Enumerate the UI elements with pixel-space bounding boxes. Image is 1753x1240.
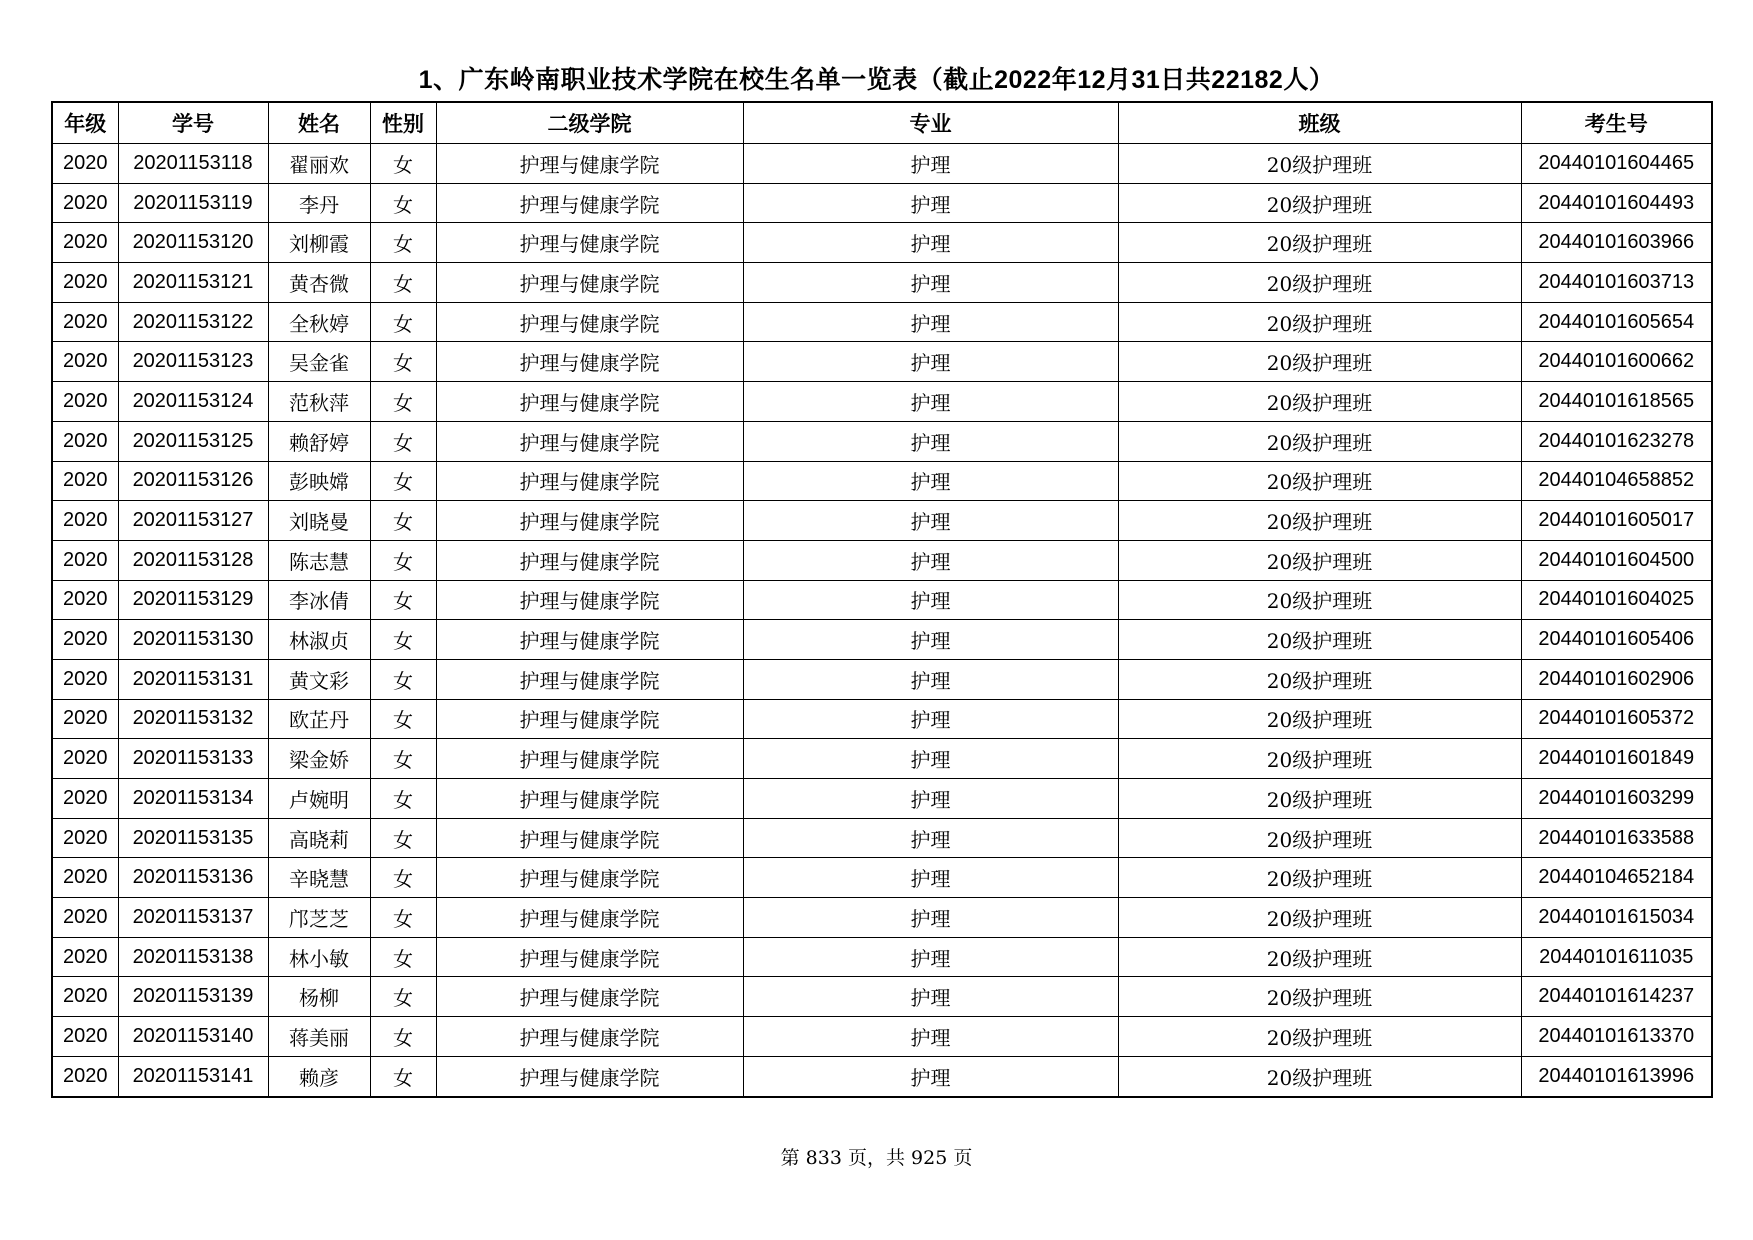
name-cell: 赖彦 [268,1056,370,1096]
major-cell: 护理 [743,779,1118,819]
grade-cell: 2020 [52,382,118,422]
exam-number-cell: 20440101604493 [1521,183,1712,223]
class-cell: 20级护理班 [1118,779,1521,819]
table-row [52,421,1712,461]
exam-number-cell: 20440101614237 [1521,977,1712,1017]
exam-number-cell: 20440101618565 [1521,382,1712,422]
college-cell: 护理与健康学院 [436,302,743,342]
college-cell: 护理与健康学院 [436,779,743,819]
table-row [52,580,1712,620]
name-cell: 李丹 [268,183,370,223]
major-cell: 护理 [743,223,1118,263]
college-cell: 护理与健康学院 [436,818,743,858]
major-cell: 护理 [743,659,1118,699]
exam-number-cell: 20440101604025 [1521,580,1712,620]
page-title: 1、广东岭南职业技术学院在校生名单一览表（截止2022年12月31日共22182人） [418,66,1335,94]
gender-cell: 女 [370,699,436,739]
name-cell: 陈志慧 [268,540,370,580]
major-cell: 护理 [743,144,1118,184]
table-row [52,818,1712,858]
student-id-cell: 20201153135 [118,818,268,858]
major-cell: 护理 [743,263,1118,303]
class-cell: 20级护理班 [1118,1017,1521,1057]
table-row [52,898,1712,938]
name-cell: 邝芝芝 [268,898,370,938]
header-class: 班级 [1118,102,1521,144]
name-cell: 刘晓曼 [268,501,370,541]
college-cell: 护理与健康学院 [436,183,743,223]
student-id-cell: 20201153121 [118,263,268,303]
college-cell: 护理与健康学院 [436,540,743,580]
student-id-cell: 20201153127 [118,501,268,541]
student-id-cell: 20201153133 [118,739,268,779]
name-cell: 赖舒婷 [268,421,370,461]
major-cell: 护理 [743,183,1118,223]
college-cell: 护理与健康学院 [436,977,743,1017]
gender-cell: 女 [370,977,436,1017]
gender-cell: 女 [370,739,436,779]
table-row [52,620,1712,660]
table-row [52,223,1712,263]
header-student-id: 学号 [118,102,268,144]
class-cell: 20级护理班 [1118,858,1521,898]
major-cell: 护理 [743,858,1118,898]
class-cell: 20级护理班 [1118,501,1521,541]
class-cell: 20级护理班 [1118,739,1521,779]
name-cell: 刘柳霞 [268,223,370,263]
exam-number-cell: 20440101613996 [1521,1056,1712,1096]
student-id-cell: 20201153118 [118,144,268,184]
name-cell: 辛晓慧 [268,858,370,898]
college-cell: 护理与健康学院 [436,421,743,461]
class-cell: 20级护理班 [1118,342,1521,382]
grade-cell: 2020 [52,501,118,541]
class-cell: 20级护理班 [1118,620,1521,660]
header-name: 姓名 [268,102,370,144]
major-cell: 护理 [743,1017,1118,1057]
exam-number-cell: 20440101601849 [1521,739,1712,779]
student-id-cell: 20201153119 [118,183,268,223]
student-id-cell: 20201153130 [118,620,268,660]
major-cell: 护理 [743,302,1118,342]
table-row [52,461,1712,501]
grade-cell: 2020 [52,183,118,223]
table-row [52,659,1712,699]
grade-cell: 2020 [52,620,118,660]
exam-number-cell: 20440101615034 [1521,898,1712,938]
exam-number-cell: 20440101604500 [1521,540,1712,580]
grade-cell: 2020 [52,1056,118,1096]
gender-cell: 女 [370,779,436,819]
class-cell: 20级护理班 [1118,699,1521,739]
major-cell: 护理 [743,898,1118,938]
grade-cell: 2020 [52,421,118,461]
student-id-cell: 20201153140 [118,1017,268,1057]
table-row [52,540,1712,580]
gender-cell: 女 [370,1017,436,1057]
grade-cell: 2020 [52,580,118,620]
student-id-cell: 20201153126 [118,461,268,501]
gender-cell: 女 [370,183,436,223]
gender-cell: 女 [370,898,436,938]
header-college: 二级学院 [436,102,743,144]
exam-number-cell: 20440101605372 [1521,699,1712,739]
college-cell: 护理与健康学院 [436,461,743,501]
exam-number-cell: 20440104658852 [1521,461,1712,501]
gender-cell: 女 [370,382,436,422]
major-cell: 护理 [743,580,1118,620]
table-row [52,977,1712,1017]
college-cell: 护理与健康学院 [436,382,743,422]
grade-cell: 2020 [52,1017,118,1057]
college-cell: 护理与健康学院 [436,1056,743,1096]
class-cell: 20级护理班 [1118,937,1521,977]
table-row [52,302,1712,342]
gender-cell: 女 [370,1056,436,1096]
name-cell: 高晓莉 [268,818,370,858]
gender-cell: 女 [370,263,436,303]
major-cell: 护理 [743,977,1118,1017]
student-id-cell: 20201153139 [118,977,268,1017]
student-id-cell: 20201153132 [118,699,268,739]
exam-number-cell: 20440101605017 [1521,501,1712,541]
college-cell: 护理与健康学院 [436,620,743,660]
header-gender: 性别 [370,102,436,144]
student-id-cell: 20201153120 [118,223,268,263]
college-cell: 护理与健康学院 [436,580,743,620]
name-cell: 欧芷丹 [268,699,370,739]
grade-cell: 2020 [52,302,118,342]
class-cell: 20级护理班 [1118,223,1521,263]
college-cell: 护理与健康学院 [436,937,743,977]
class-cell: 20级护理班 [1118,382,1521,422]
table-row [52,263,1712,303]
student-id-cell: 20201153141 [118,1056,268,1096]
student-id-cell: 20201153134 [118,779,268,819]
name-cell: 全秋婷 [268,302,370,342]
header-major: 专业 [743,102,1118,144]
student-roster-table [51,101,1713,1098]
table-row [52,779,1712,819]
class-cell: 20级护理班 [1118,302,1521,342]
student-id-cell: 20201153137 [118,898,268,938]
class-cell: 20级护理班 [1118,144,1521,184]
name-cell: 杨柳 [268,977,370,1017]
major-cell: 护理 [743,620,1118,660]
major-cell: 护理 [743,540,1118,580]
table-body [52,144,1712,1097]
grade-cell: 2020 [52,461,118,501]
grade-cell: 2020 [52,858,118,898]
gender-cell: 女 [370,302,436,342]
name-cell: 吴金雀 [268,342,370,382]
exam-number-cell: 20440101603966 [1521,223,1712,263]
class-cell: 20级护理班 [1118,421,1521,461]
header-grade: 年级 [52,102,118,144]
exam-number-cell: 20440101603299 [1521,779,1712,819]
exam-number-cell: 20440101613370 [1521,1017,1712,1057]
gender-cell: 女 [370,461,436,501]
name-cell: 林小敏 [268,937,370,977]
gender-cell: 女 [370,580,436,620]
table-row [52,144,1712,184]
table-row [52,699,1712,739]
grade-cell: 2020 [52,818,118,858]
grade-cell: 2020 [52,263,118,303]
gender-cell: 女 [370,421,436,461]
grade-cell: 2020 [52,779,118,819]
name-cell: 林淑贞 [268,620,370,660]
college-cell: 护理与健康学院 [436,501,743,541]
page-footer: 第 833 页，共 925 页 [780,1147,973,1169]
gender-cell: 女 [370,659,436,699]
student-id-cell: 20201153128 [118,540,268,580]
college-cell: 护理与健康学院 [436,1017,743,1057]
major-cell: 护理 [743,937,1118,977]
grade-cell: 2020 [52,699,118,739]
major-cell: 护理 [743,421,1118,461]
major-cell: 护理 [743,501,1118,541]
class-cell: 20级护理班 [1118,977,1521,1017]
student-id-cell: 20201153129 [118,580,268,620]
student-id-cell: 20201153138 [118,937,268,977]
major-cell: 护理 [743,739,1118,779]
student-id-cell: 20201153131 [118,659,268,699]
grade-cell: 2020 [52,937,118,977]
student-id-cell: 20201153136 [118,858,268,898]
exam-number-cell: 20440104652184 [1521,858,1712,898]
college-cell: 护理与健康学院 [436,898,743,938]
name-cell: 彭映嫦 [268,461,370,501]
class-cell: 20级护理班 [1118,580,1521,620]
table-row [52,1017,1712,1057]
college-cell: 护理与健康学院 [436,739,743,779]
name-cell: 黄杏微 [268,263,370,303]
college-cell: 护理与健康学院 [436,342,743,382]
student-id-cell: 20201153124 [118,382,268,422]
major-cell: 护理 [743,461,1118,501]
header-exam-number: 考生号 [1521,102,1712,144]
class-cell: 20级护理班 [1118,659,1521,699]
grade-cell: 2020 [52,898,118,938]
table-row [52,739,1712,779]
grade-cell: 2020 [52,223,118,263]
grade-cell: 2020 [52,739,118,779]
gender-cell: 女 [370,858,436,898]
gender-cell: 女 [370,144,436,184]
grade-cell: 2020 [52,659,118,699]
exam-number-cell: 20440101623278 [1521,421,1712,461]
major-cell: 护理 [743,818,1118,858]
table-row [52,858,1712,898]
name-cell: 范秋萍 [268,382,370,422]
class-cell: 20级护理班 [1118,183,1521,223]
exam-number-cell: 20440101603713 [1521,263,1712,303]
student-id-cell: 20201153125 [118,421,268,461]
gender-cell: 女 [370,937,436,977]
major-cell: 护理 [743,1056,1118,1096]
class-cell: 20级护理班 [1118,818,1521,858]
college-cell: 护理与健康学院 [436,263,743,303]
gender-cell: 女 [370,342,436,382]
class-cell: 20级护理班 [1118,898,1521,938]
gender-cell: 女 [370,223,436,263]
table-row [52,382,1712,422]
major-cell: 护理 [743,699,1118,739]
class-cell: 20级护理班 [1118,263,1521,303]
exam-number-cell: 20440101611035 [1521,937,1712,977]
college-cell: 护理与健康学院 [436,858,743,898]
exam-number-cell: 20440101605406 [1521,620,1712,660]
gender-cell: 女 [370,540,436,580]
header-row [52,102,1712,144]
exam-number-cell: 20440101600662 [1521,342,1712,382]
name-cell: 李冰倩 [268,580,370,620]
student-id-cell: 20201153123 [118,342,268,382]
major-cell: 护理 [743,342,1118,382]
exam-number-cell: 20440101602906 [1521,659,1712,699]
college-cell: 护理与健康学院 [436,699,743,739]
gender-cell: 女 [370,620,436,660]
exam-number-cell: 20440101605654 [1521,302,1712,342]
college-cell: 护理与健康学院 [436,659,743,699]
gender-cell: 女 [370,818,436,858]
class-cell: 20级护理班 [1118,461,1521,501]
student-id-cell: 20201153122 [118,302,268,342]
table-row [52,937,1712,977]
grade-cell: 2020 [52,144,118,184]
table-row [52,501,1712,541]
table-row [52,183,1712,223]
grade-cell: 2020 [52,977,118,1017]
class-cell: 20级护理班 [1118,540,1521,580]
exam-number-cell: 20440101604465 [1521,144,1712,184]
name-cell: 梁金娇 [268,739,370,779]
name-cell: 翟丽欢 [268,144,370,184]
name-cell: 黄文彩 [268,659,370,699]
table-row [52,1056,1712,1096]
major-cell: 护理 [743,382,1118,422]
college-cell: 护理与健康学院 [436,223,743,263]
grade-cell: 2020 [52,342,118,382]
name-cell: 卢婉明 [268,779,370,819]
class-cell: 20级护理班 [1118,1056,1521,1096]
table-header [52,102,1712,144]
exam-number-cell: 20440101633588 [1521,818,1712,858]
table-row [52,342,1712,382]
gender-cell: 女 [370,501,436,541]
grade-cell: 2020 [52,540,118,580]
college-cell: 护理与健康学院 [436,144,743,184]
name-cell: 蒋美丽 [268,1017,370,1057]
